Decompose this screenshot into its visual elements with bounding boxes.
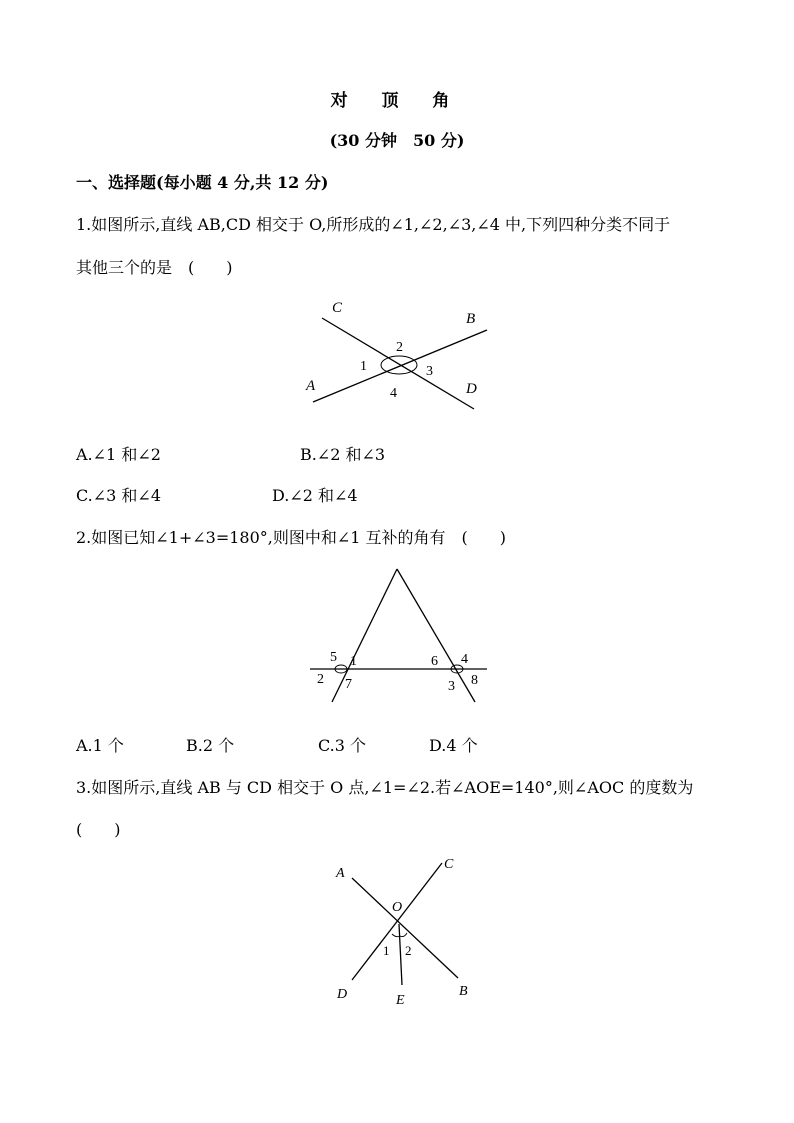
angle-arc-mark [381, 356, 417, 374]
label-c: C [444, 857, 454, 872]
ray-oe [399, 924, 402, 985]
question-2-option-c: C.3 个 [318, 736, 367, 755]
label-angle-2: 2 [405, 943, 412, 958]
label-angle-3: 3 [448, 679, 455, 694]
question-3-text-line2: ( ) [76, 820, 121, 839]
label-angle-4: 4 [390, 386, 397, 401]
question-2-option-d: D.4 个 [429, 736, 478, 755]
label-a: A [306, 378, 316, 394]
question-2-figure [300, 560, 495, 710]
label-angle-1: 1 [350, 654, 357, 669]
angle-arc-2 [400, 933, 407, 937]
question-1-option-c: C.∠3 和∠4 [76, 486, 162, 505]
question-1-option-b: B.∠2 和∠3 [300, 445, 386, 464]
question-2-text: 2.如图已知∠1+∠3=180°,则图中和∠1 互补的角有 ( ) [76, 528, 507, 547]
label-d: D [337, 987, 348, 1002]
question-2-option-b: B.2 个 [186, 736, 235, 755]
page-subtitle: (30 分钟 50 分) [329, 131, 465, 150]
label-b: B [459, 984, 468, 999]
question-2-option-a: A.1 个 [76, 736, 124, 755]
line-cd [322, 318, 474, 409]
label-d: D [466, 381, 477, 397]
label-o: O [392, 900, 403, 915]
line-ab [352, 878, 458, 978]
right-side-line [397, 569, 475, 702]
label-angle-2: 2 [396, 340, 403, 355]
label-angle-1: 1 [360, 359, 367, 374]
label-angle-2: 2 [317, 672, 324, 687]
angle-arc-1 [392, 934, 400, 937]
question-1-option-a: A.∠1 和∠2 [76, 445, 161, 464]
label-angle-6: 6 [431, 654, 438, 669]
section-heading: 一、选择题(每小题 4 分,共 12 分) [76, 173, 329, 192]
line-cd [352, 863, 442, 980]
label-a: A [336, 866, 345, 881]
label-angle-8: 8 [471, 673, 478, 688]
label-angle-7: 7 [345, 677, 352, 692]
label-angle-4: 4 [461, 652, 468, 667]
label-b: B [466, 311, 476, 327]
question-1-text-line1: 1.如图所示,直线 AB,CD 相交于 O,所形成的∠1,∠2,∠3,∠4 中,下列四种分类不同于 [76, 215, 671, 234]
question-3-figure [330, 850, 480, 1015]
question-1-figure [300, 290, 500, 415]
question-3-text-line1: 3.如图所示,直线 AB 与 CD 相交于 O 点,∠1=∠2.若∠AOE=140°,则∠AOC 的度数为 [76, 778, 694, 797]
question-1-option-d: D.∠2 和∠4 [272, 486, 358, 505]
label-angle-3: 3 [426, 364, 433, 379]
left-side-line [332, 569, 397, 702]
page-title: 对 顶 角 [330, 91, 464, 111]
label-angle-1: 1 [383, 943, 390, 958]
label-angle-5: 5 [330, 650, 337, 665]
label-e: E [396, 993, 405, 1008]
question-1-text-line2: 其他三个的是 ( ) [76, 258, 233, 277]
label-c: C [332, 300, 343, 316]
